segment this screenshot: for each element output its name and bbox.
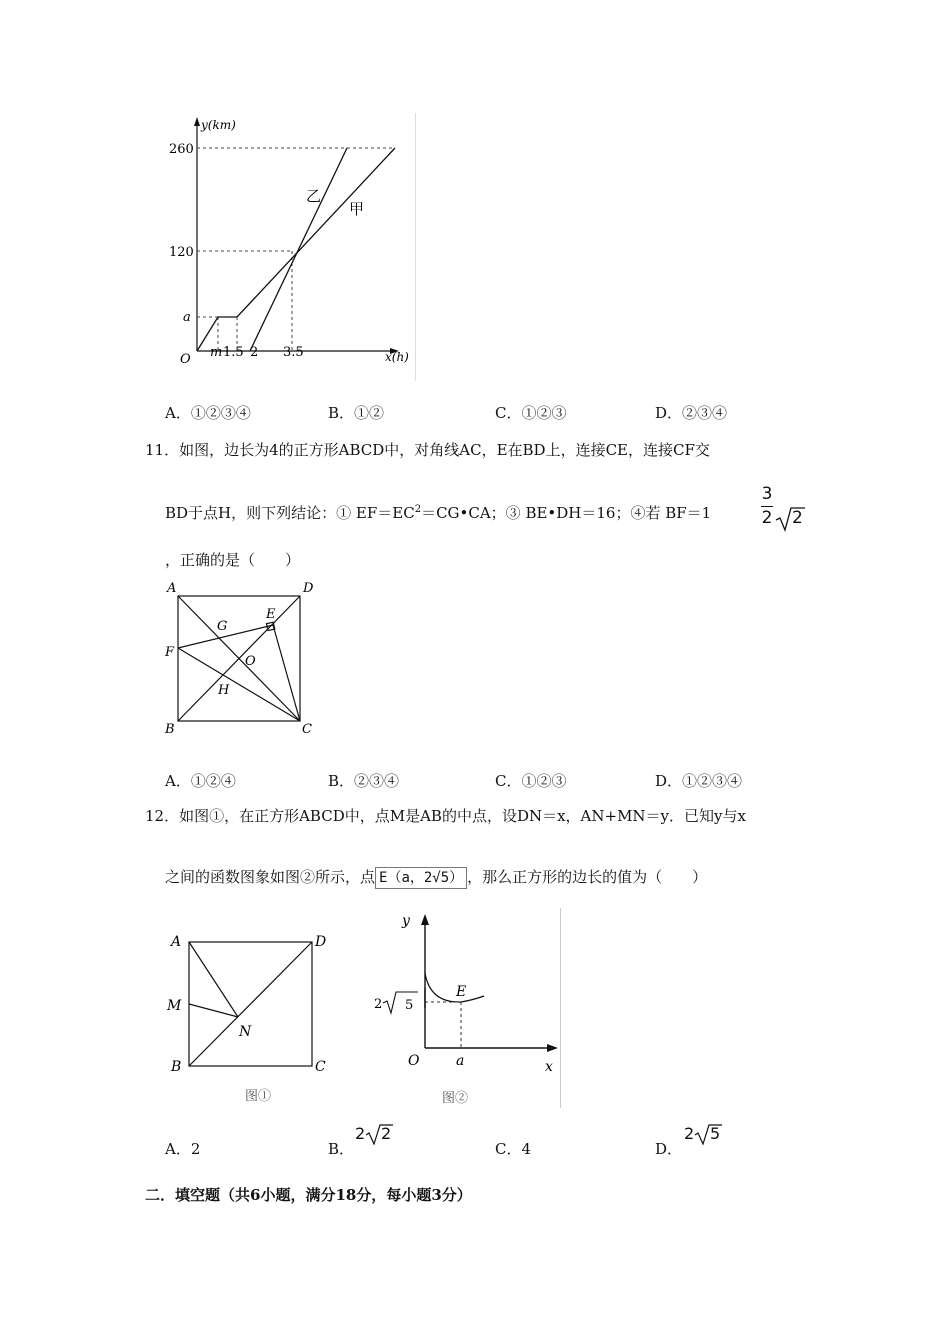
- label-O: O: [245, 654, 256, 669]
- q12-option-b-radical: [355, 1121, 395, 1147]
- figure-1-caption: 图①: [245, 1089, 272, 1104]
- label-a: a: [456, 1053, 465, 1069]
- label-2: 2: [374, 997, 383, 1012]
- radicand: 2: [381, 1124, 392, 1143]
- frac-numerator: 3: [761, 484, 773, 504]
- figure-2-caption: 图②: [442, 1091, 469, 1106]
- label-O: O: [408, 1053, 420, 1069]
- x-tick-2: 2: [250, 345, 259, 360]
- q11-line2-a: BD于点H，则下列结论：① EF＝EC: [165, 504, 415, 522]
- q12-figure-2: [368, 908, 561, 1108]
- label-A: A: [167, 581, 177, 596]
- q11-option-c[interactable]: C．①②③: [495, 772, 567, 790]
- q12-figure-1: [163, 918, 343, 1108]
- q12-stem-line1: 12．如图①，在正方形ABCD中，点M是AB的中点，设DN＝x，AN+MN＝y．已知y与x: [145, 807, 746, 825]
- q11-stem-line1: 11．如图，边长为4的正方形ABCD中，对角线AC，E在BD上，连接CE，连接CF交: [145, 441, 710, 459]
- q10-graph: [165, 113, 416, 381]
- label-H: H: [218, 683, 230, 698]
- label-D: D: [315, 934, 327, 950]
- x-axis-label: x: [545, 1059, 553, 1075]
- frac-denominator: 2: [761, 508, 773, 528]
- radicand: 2: [792, 508, 803, 528]
- q12-point-e: E（a，2√5）: [375, 867, 467, 889]
- y-axis-label: y(km): [201, 118, 236, 132]
- label-5: 5: [405, 998, 414, 1013]
- label-F: F: [165, 645, 175, 660]
- frac-bar: [761, 506, 773, 507]
- q12-option-d-radical: [684, 1121, 726, 1147]
- q11-option-d[interactable]: D．①②③④: [655, 772, 743, 790]
- x-tick-3-5: 3.5: [283, 345, 304, 360]
- q12-line2-a: 之间的函数图象如图②所示，点: [165, 868, 376, 886]
- q11-stem-line2: [165, 500, 711, 523]
- label-E: E: [266, 607, 276, 622]
- q12-line2-b: ，那么正方形的边长的值为（ ）: [467, 868, 708, 886]
- line-label-yi: 乙: [306, 187, 322, 205]
- y-axis-label: y: [402, 913, 410, 929]
- q11-option-a[interactable]: A．①②④: [165, 772, 236, 790]
- q11-option-b[interactable]: B．②③④: [328, 772, 400, 790]
- q12-option-d[interactable]: D．: [655, 1140, 683, 1158]
- q11-stem-line3: ，正确的是（ ）: [165, 551, 301, 569]
- label-C: C: [302, 722, 312, 737]
- q10-option-a[interactable]: A．①②③④: [165, 404, 251, 422]
- label-N: N: [239, 1024, 252, 1040]
- label-A: A: [171, 934, 182, 950]
- q10-option-c[interactable]: C．①②③: [495, 404, 567, 422]
- q10-option-b[interactable]: B．①②: [328, 404, 385, 422]
- radicand: 5: [710, 1124, 721, 1143]
- label-C: C: [315, 1059, 326, 1075]
- q11-fraction-radical: [760, 484, 810, 532]
- q12-stem-line2: [165, 867, 707, 889]
- q10-option-d[interactable]: D．②③④: [655, 404, 728, 422]
- x-tick-1-5: 1.5: [223, 345, 244, 360]
- y-tick-120: 120: [169, 245, 194, 260]
- x-tick-m: m: [210, 345, 223, 360]
- y-tick-a: a: [183, 310, 191, 325]
- label-E: E: [456, 984, 467, 1000]
- label-D: D: [303, 581, 314, 596]
- label-B: B: [171, 1059, 182, 1075]
- line-label-jia: 甲: [349, 200, 365, 218]
- coef: 2: [684, 1124, 695, 1143]
- q11-line2-b: ＝CG•CA；③ BE•DH＝16；④若 BF＝1: [421, 504, 712, 522]
- q11-square-figure: [163, 578, 320, 738]
- q12-option-b[interactable]: B．: [328, 1140, 355, 1158]
- q12-option-a[interactable]: A．2: [165, 1140, 201, 1158]
- coef: 2: [355, 1124, 366, 1143]
- q11-superscript: 2: [414, 504, 422, 515]
- section-2-heading: 二．填空题（共6小题，满分18分，每小题3分）: [145, 1186, 472, 1204]
- q12-option-c[interactable]: C．4: [495, 1140, 532, 1158]
- x-axis-label: x(h): [385, 350, 409, 364]
- y-tick-260: 260: [169, 142, 194, 157]
- label-G: G: [217, 619, 228, 634]
- label-M: M: [167, 998, 182, 1014]
- label-B: B: [165, 722, 175, 737]
- origin-label: O: [180, 352, 191, 367]
